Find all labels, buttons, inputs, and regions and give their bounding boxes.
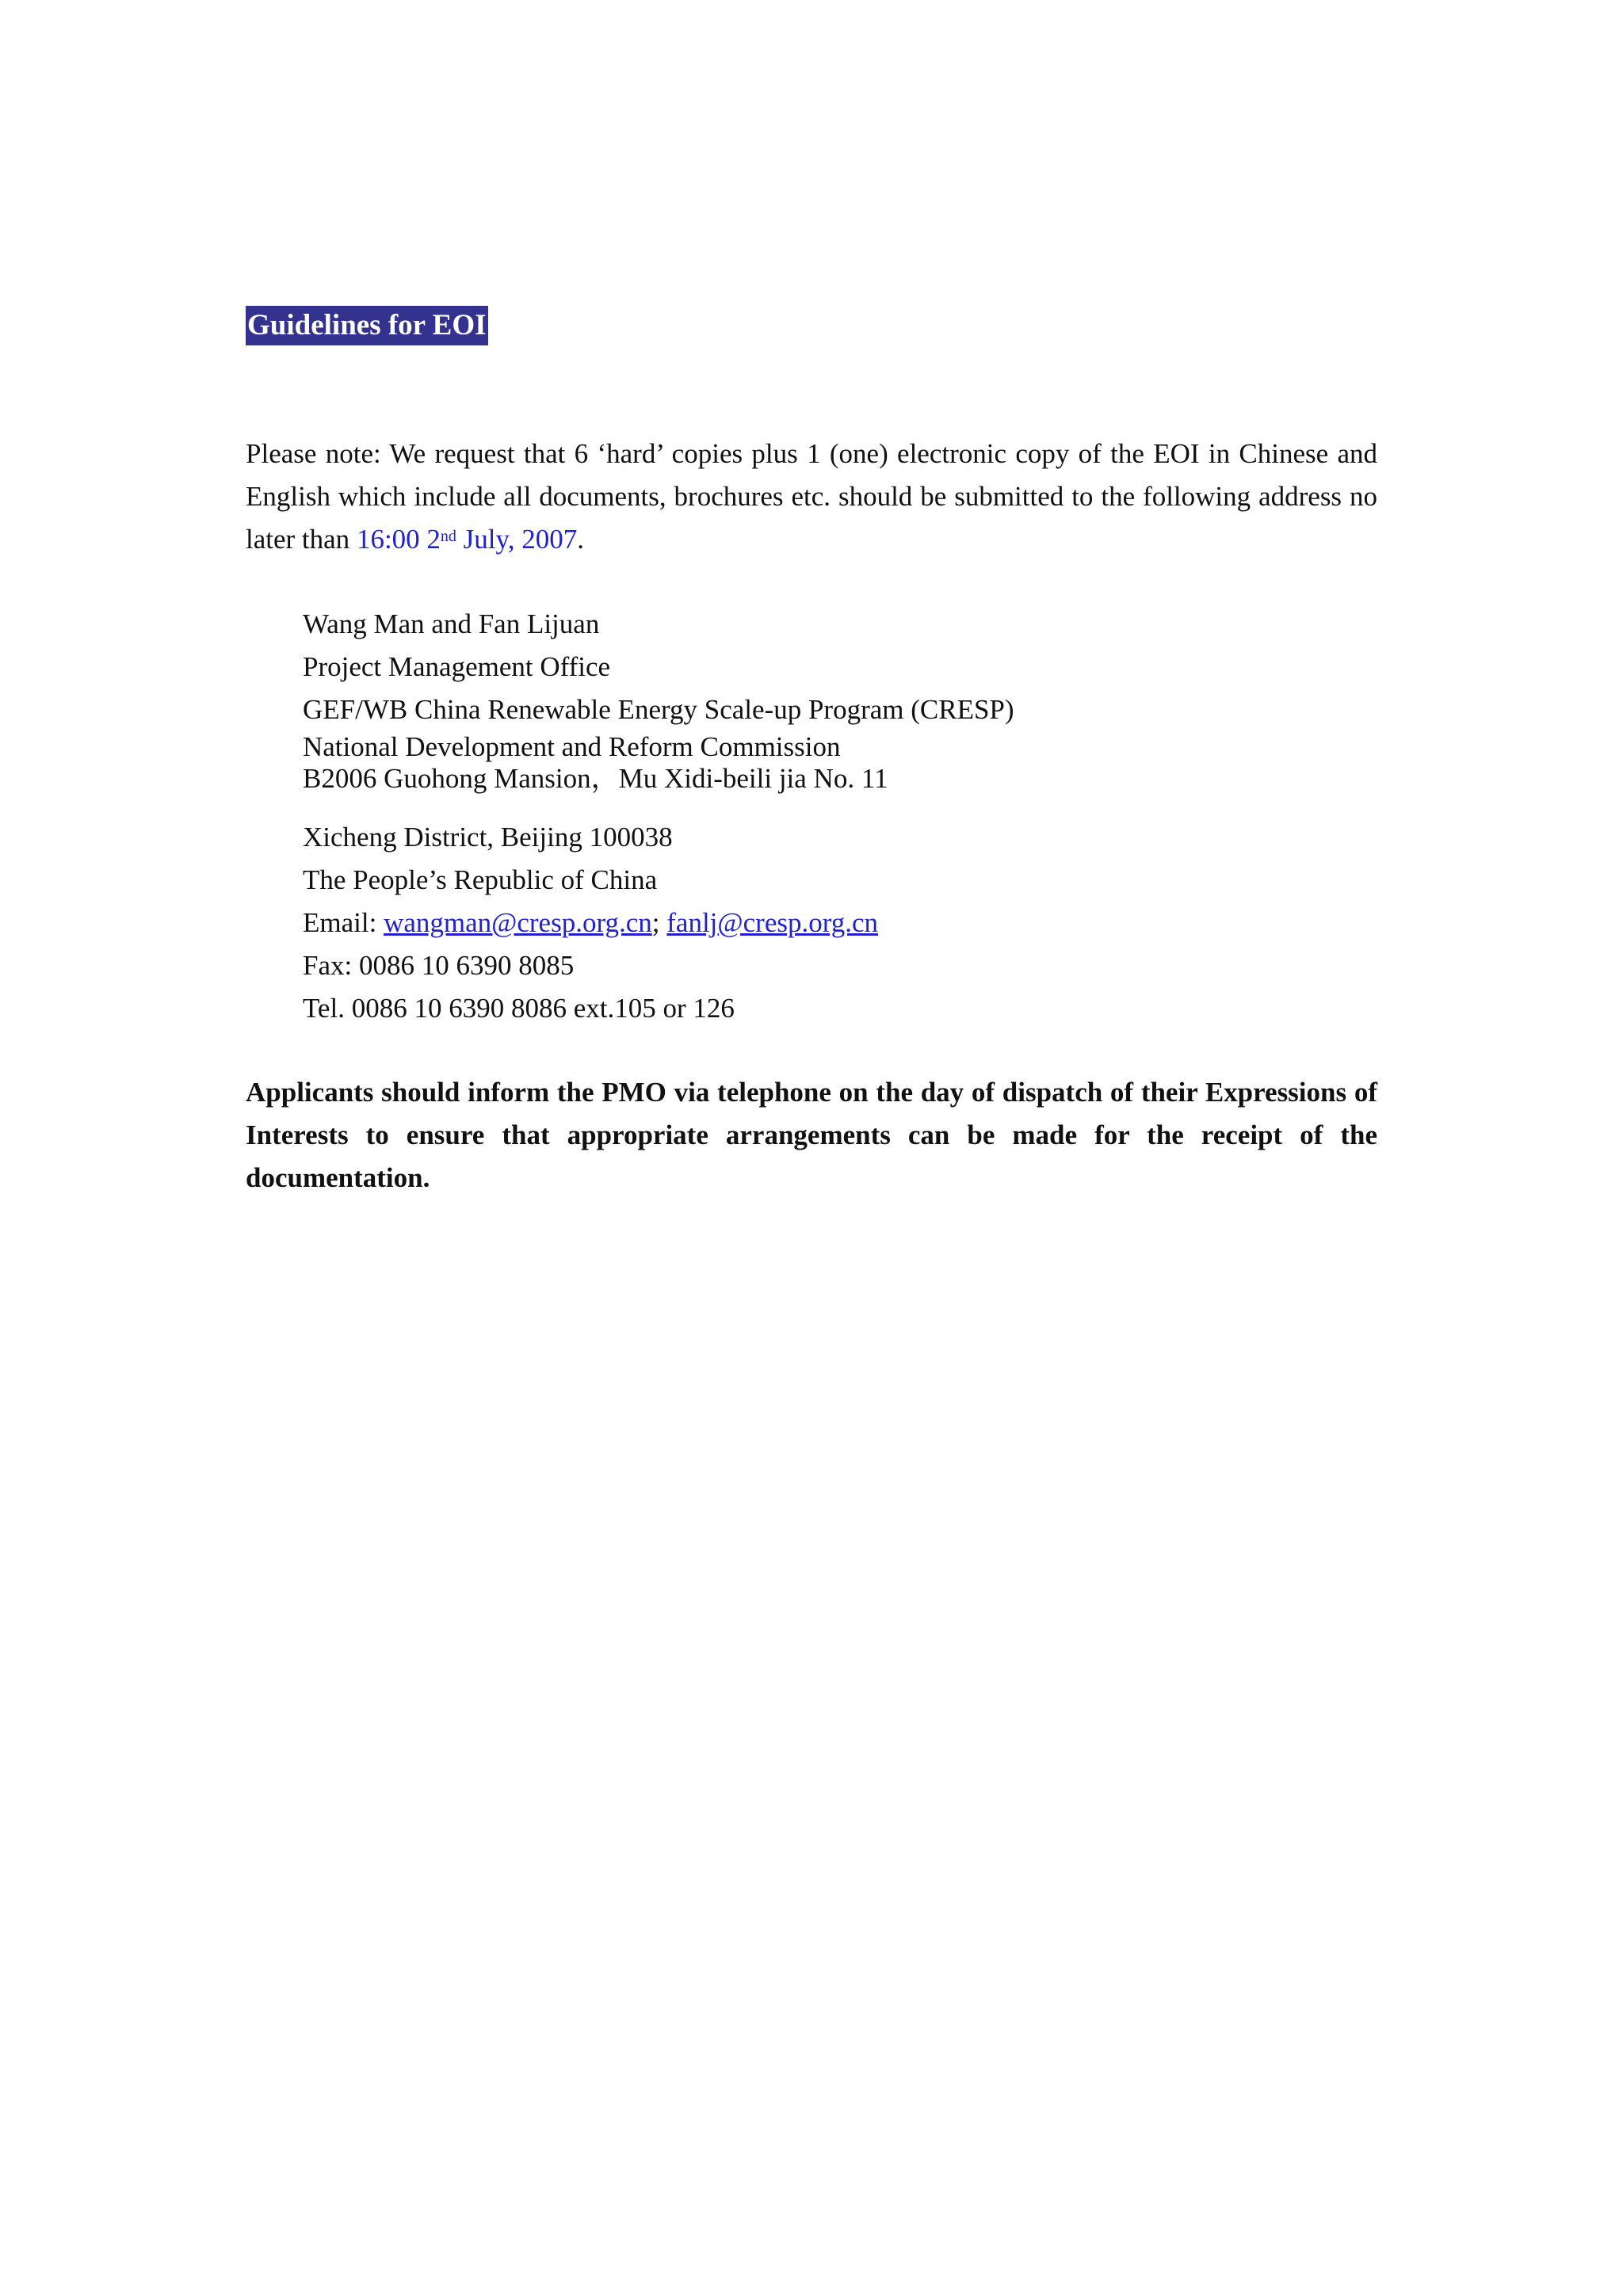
email-separator: ; bbox=[651, 907, 667, 938]
deadline-time: 16:00 2 bbox=[356, 524, 441, 555]
deadline-text bbox=[357, 524, 577, 555]
deadline-date: July, 2007 bbox=[456, 524, 578, 555]
address-fax: Fax: 0086 10 6390 8085 bbox=[303, 950, 575, 981]
submission-note-paragraph bbox=[246, 433, 1377, 561]
address-program: GEF/WB China Renewable Energy Scale-up Program (CRESP) bbox=[303, 694, 1014, 725]
address-office: Project Management Office bbox=[303, 651, 611, 682]
email-label: Email: bbox=[303, 907, 384, 938]
address-names: Wang Man and Fan Lijuan bbox=[303, 608, 600, 639]
address-block-top bbox=[303, 603, 1014, 795]
address-email bbox=[303, 902, 878, 944]
deadline-ordinal: nd bbox=[440, 528, 456, 545]
closing-paragraph: Applicants should inform the PMO via telephone on the day of dispatch of their Expressions of Interests to ensure that appropriate arrangements can be made for the receipt of the documentation. bbox=[246, 1077, 1377, 1193]
address-tel: Tel. 0086 10 6390 8086 ext.105 or 126 bbox=[303, 993, 735, 1024]
address-block-bottom bbox=[303, 816, 878, 1030]
address-building: B2006 Guohong Mansion，Mu Xidi-beili jia No. 11 bbox=[303, 763, 888, 794]
note-end: . bbox=[577, 524, 584, 555]
note-text: Please note: We request that 6 ‘hard’ copies plus 1 (one) electronic copy of the EOI in Chinese and English which include all documents, brochures etc. should be submitted to the following address no later than bbox=[246, 438, 1377, 555]
page-title: Guidelines for EOI bbox=[246, 306, 488, 345]
address-district: Xicheng District, Beijing 100038 bbox=[303, 822, 673, 852]
email-link-wangman[interactable]: wangman@cresp.org.cn bbox=[384, 907, 652, 938]
email-link-fanlj[interactable]: fanlj@cresp.org.cn bbox=[666, 907, 879, 938]
address-country: The People’s Republic of China bbox=[303, 864, 658, 895]
address-commission: National Development and Reform Commission bbox=[303, 731, 841, 762]
